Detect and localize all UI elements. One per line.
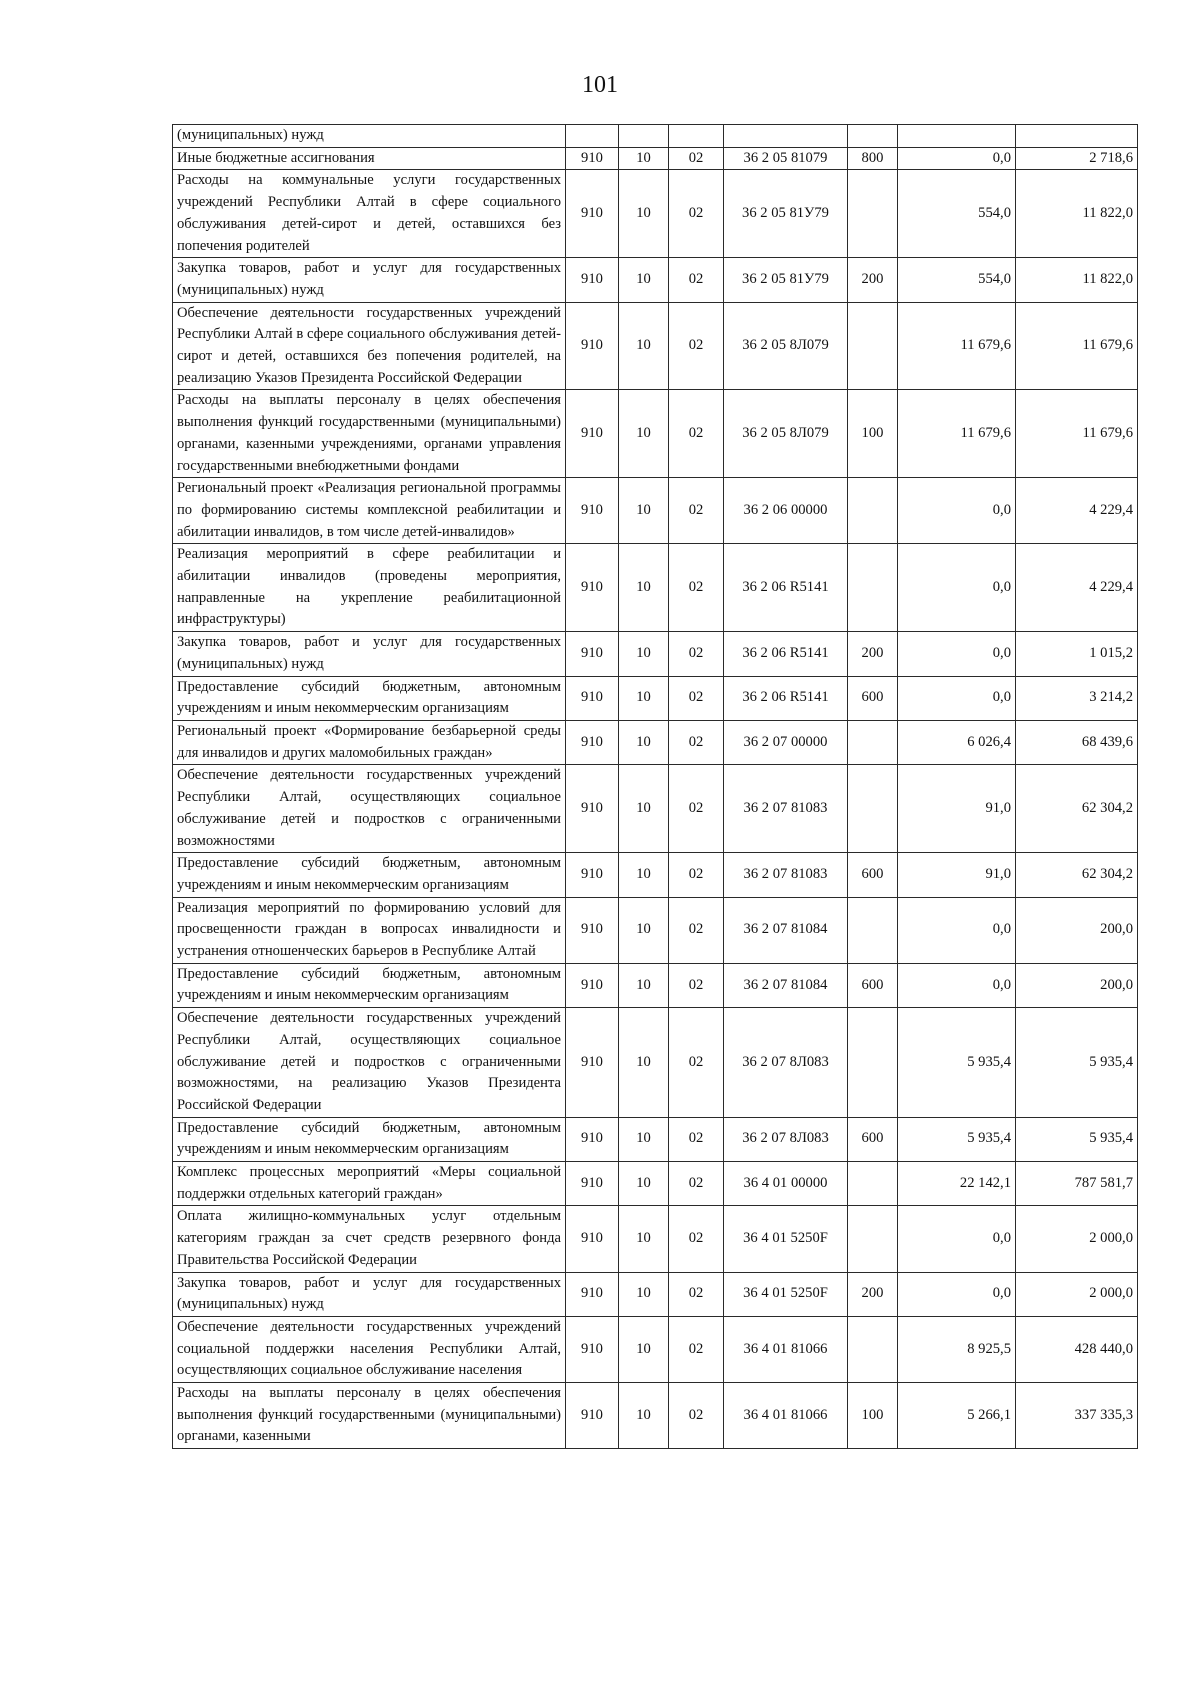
sum-first-cell: 0,0 (898, 676, 1016, 720)
subsection-code-cell: 02 (669, 765, 724, 853)
admin-code-cell: 910 (566, 390, 619, 478)
row-name-cell: Закупка товаров, работ и услуг для государственных (муниципальных) нужд (173, 1272, 566, 1316)
section-code-cell: 10 (619, 147, 669, 170)
row-name-cell: (муниципальных) нужд (173, 125, 566, 148)
target-article-cell: 36 2 05 8Л079 (724, 302, 848, 390)
target-article-cell: 36 2 07 81084 (724, 897, 848, 963)
row-name-cell: Реализация мероприятий в сфере реабилитации и абилитации инвалидов (проведены мероприятия, направленные на укрепление реабилитационной инфраструктуры) (173, 544, 566, 632)
table-row (173, 1206, 1138, 1272)
expense-type-cell (848, 478, 898, 544)
expense-type-cell: 100 (848, 1383, 898, 1449)
target-article-cell: 36 4 01 00000 (724, 1162, 848, 1206)
section-code-cell: 10 (619, 1162, 669, 1206)
expense-type-cell: 200 (848, 1272, 898, 1316)
row-name-cell: Предоставление субсидий бюджетным, автономным учреждениям и иным некоммерческим организациям (173, 963, 566, 1007)
target-article-cell: 36 2 07 81083 (724, 853, 848, 897)
section-code-cell: 10 (619, 1316, 669, 1382)
target-article-cell: 36 2 05 8Л079 (724, 390, 848, 478)
sum-first-cell: 0,0 (898, 147, 1016, 170)
sum-first-cell: 91,0 (898, 853, 1016, 897)
admin-code-cell: 910 (566, 1272, 619, 1316)
subsection-code-cell: 02 (669, 897, 724, 963)
sum-first-cell: 0,0 (898, 544, 1016, 632)
section-code-cell: 10 (619, 765, 669, 853)
table-row (173, 147, 1138, 170)
target-article-cell: 36 2 05 81У79 (724, 258, 848, 302)
table-row (173, 1117, 1138, 1161)
admin-code-cell: 910 (566, 632, 619, 676)
sum-first-cell: 22 142,1 (898, 1162, 1016, 1206)
target-article-cell: 36 2 07 00000 (724, 720, 848, 764)
target-article-cell: 36 2 06 R5141 (724, 544, 848, 632)
table-row (173, 1272, 1138, 1316)
admin-code-cell: 910 (566, 1383, 619, 1449)
section-code-cell: 10 (619, 897, 669, 963)
sum-first-cell: 5 935,4 (898, 1117, 1016, 1161)
admin-code-cell: 910 (566, 1316, 619, 1382)
sum-second-cell: 2 000,0 (1016, 1272, 1138, 1316)
sum-second-cell: 428 440,0 (1016, 1316, 1138, 1382)
table-row (173, 390, 1138, 478)
sum-first-cell: 0,0 (898, 1206, 1016, 1272)
section-code-cell: 10 (619, 720, 669, 764)
row-name-cell: Расходы на выплаты персоналу в целях обеспечения выполнения функций государственными (муниципальными) органами, казенными (173, 1383, 566, 1449)
row-name-cell: Комплекс процессных мероприятий «Меры социальной поддержки отдельных категорий граждан» (173, 1162, 566, 1206)
expense-type-cell (848, 897, 898, 963)
expense-type-cell: 200 (848, 258, 898, 302)
expense-type-cell: 800 (848, 147, 898, 170)
section-code-cell (619, 125, 669, 148)
target-article-cell: 36 4 01 5250F (724, 1272, 848, 1316)
subsection-code-cell: 02 (669, 544, 724, 632)
table-row (173, 302, 1138, 390)
expense-type-cell: 100 (848, 390, 898, 478)
section-code-cell: 10 (619, 1008, 669, 1118)
subsection-code-cell: 02 (669, 676, 724, 720)
target-article-cell: 36 2 07 81083 (724, 765, 848, 853)
target-article-cell: 36 2 07 8Л083 (724, 1008, 848, 1118)
sum-second-cell: 2 000,0 (1016, 1206, 1138, 1272)
target-article-cell: 36 2 07 8Л083 (724, 1117, 848, 1161)
table-row (173, 720, 1138, 764)
subsection-code-cell: 02 (669, 853, 724, 897)
section-code-cell: 10 (619, 302, 669, 390)
section-code-cell: 10 (619, 478, 669, 544)
admin-code-cell: 910 (566, 170, 619, 258)
section-code-cell: 10 (619, 853, 669, 897)
expense-type-cell (848, 1008, 898, 1118)
section-code-cell: 10 (619, 963, 669, 1007)
sum-first-cell: 554,0 (898, 170, 1016, 258)
target-article-cell: 36 2 05 81079 (724, 147, 848, 170)
table-row (173, 1008, 1138, 1118)
admin-code-cell: 910 (566, 1162, 619, 1206)
target-article-cell: 36 2 07 81084 (724, 963, 848, 1007)
subsection-code-cell: 02 (669, 1272, 724, 1316)
target-article-cell: 36 4 01 81066 (724, 1383, 848, 1449)
sum-second-cell: 4 229,4 (1016, 478, 1138, 544)
expense-type-cell (848, 544, 898, 632)
section-code-cell: 10 (619, 1117, 669, 1161)
row-name-cell: Реализация мероприятий по формированию условий для просвещенности граждан в вопросах инвалидности и устранения отношенческих барьеров в Республике Алтай (173, 897, 566, 963)
row-name-cell: Обеспечение деятельности государственных учреждений Республики Алтай, осуществляющих социальное обслуживание детей и подростков с ограниченными возможностями, на реализацию Указов Президента Российской Федерации (173, 1008, 566, 1118)
subsection-code-cell: 02 (669, 258, 724, 302)
row-name-cell: Региональный проект «Формирование безбарьерной среды для инвалидов и других маломобильных граждан» (173, 720, 566, 764)
admin-code-cell: 910 (566, 676, 619, 720)
target-article-cell: 36 4 01 81066 (724, 1316, 848, 1382)
admin-code-cell: 910 (566, 258, 619, 302)
row-name-cell: Предоставление субсидий бюджетным, автономным учреждениям и иным некоммерческим организациям (173, 853, 566, 897)
sum-second-cell: 62 304,2 (1016, 853, 1138, 897)
admin-code-cell: 910 (566, 544, 619, 632)
sum-first-cell: 5 266,1 (898, 1383, 1016, 1449)
subsection-code-cell: 02 (669, 1316, 724, 1382)
sum-first-cell: 6 026,4 (898, 720, 1016, 764)
table-row (173, 1383, 1138, 1449)
sum-second-cell: 200,0 (1016, 897, 1138, 963)
row-name-cell: Обеспечение деятельности государственных учреждений социальной поддержки населения Республики Алтай, осуществляющих социальное обслуживание населения (173, 1316, 566, 1382)
section-code-cell: 10 (619, 1383, 669, 1449)
table-row (173, 478, 1138, 544)
admin-code-cell: 910 (566, 897, 619, 963)
subsection-code-cell: 02 (669, 1162, 724, 1206)
sum-first-cell: 11 679,6 (898, 302, 1016, 390)
row-name-cell: Региональный проект «Реализация региональной программы по формированию системы комплексной реабилитации и абилитации инвалидов, в том числе детей-инвалидов» (173, 478, 566, 544)
sum-second-cell: 3 214,2 (1016, 676, 1138, 720)
table-row (173, 1162, 1138, 1206)
admin-code-cell: 910 (566, 478, 619, 544)
section-code-cell: 10 (619, 258, 669, 302)
page-number: 101 (582, 72, 618, 98)
row-name-cell: Расходы на коммунальные услуги государственных учреждений Республики Алтай в сфере социального обслуживания детей-сирот и детей, оставшихся без попечения родителей (173, 170, 566, 258)
subsection-code-cell (669, 125, 724, 148)
expense-type-cell: 600 (848, 676, 898, 720)
sum-first-cell: 0,0 (898, 897, 1016, 963)
subsection-code-cell: 02 (669, 1383, 724, 1449)
section-code-cell: 10 (619, 1206, 669, 1272)
section-code-cell: 10 (619, 1272, 669, 1316)
row-name-cell: Предоставление субсидий бюджетным, автономным учреждениям и иным некоммерческим организациям (173, 676, 566, 720)
sum-second-cell: 337 335,3 (1016, 1383, 1138, 1449)
expense-type-cell (848, 765, 898, 853)
budget-table (172, 124, 1138, 1449)
table-row (173, 963, 1138, 1007)
row-name-cell: Предоставление субсидий бюджетным, автономным учреждениям и иным некоммерческим организациям (173, 1117, 566, 1161)
admin-code-cell: 910 (566, 1008, 619, 1118)
sum-first-cell: 0,0 (898, 632, 1016, 676)
sum-second-cell: 11 822,0 (1016, 170, 1138, 258)
sum-second-cell: 11 679,6 (1016, 390, 1138, 478)
sum-second-cell: 1 015,2 (1016, 632, 1138, 676)
sum-second-cell: 62 304,2 (1016, 765, 1138, 853)
table-row (173, 676, 1138, 720)
expense-type-cell: 600 (848, 1117, 898, 1161)
table-row (173, 170, 1138, 258)
table-row (173, 125, 1138, 148)
sum-second-cell: 5 935,4 (1016, 1117, 1138, 1161)
sum-second-cell (1016, 125, 1138, 148)
row-name-cell: Оплата жилищно-коммунальных услуг отдельным категориям граждан за счет средств резервного фонда Правительства Российской Федерации (173, 1206, 566, 1272)
sum-second-cell: 787 581,7 (1016, 1162, 1138, 1206)
section-code-cell: 10 (619, 676, 669, 720)
expense-type-cell: 600 (848, 963, 898, 1007)
expense-type-cell (848, 1206, 898, 1272)
sum-first-cell: 0,0 (898, 478, 1016, 544)
expense-type-cell (848, 125, 898, 148)
row-name-cell: Обеспечение деятельности государственных учреждений Республики Алтай, осуществляющих социальное обслуживание детей и подростков с ограниченными возможностями (173, 765, 566, 853)
sum-first-cell: 0,0 (898, 1272, 1016, 1316)
table-row (173, 544, 1138, 632)
target-article-cell: 36 2 06 R5141 (724, 676, 848, 720)
row-name-cell: Расходы на выплаты персоналу в целях обеспечения выполнения функций государственными (муниципальными) органами, казенными учреждениями, органами управления государственными внебюджетными фондами (173, 390, 566, 478)
subsection-code-cell: 02 (669, 632, 724, 676)
admin-code-cell: 910 (566, 147, 619, 170)
section-code-cell: 10 (619, 170, 669, 258)
sum-first-cell: 0,0 (898, 963, 1016, 1007)
subsection-code-cell: 02 (669, 1008, 724, 1118)
section-code-cell: 10 (619, 544, 669, 632)
sum-first-cell: 5 935,4 (898, 1008, 1016, 1118)
row-name-cell: Иные бюджетные ассигнования (173, 147, 566, 170)
sum-first-cell: 8 925,5 (898, 1316, 1016, 1382)
admin-code-cell: 910 (566, 853, 619, 897)
admin-code-cell (566, 125, 619, 148)
table-row (173, 853, 1138, 897)
sum-first-cell: 554,0 (898, 258, 1016, 302)
sum-second-cell: 68 439,6 (1016, 720, 1138, 764)
sum-first-cell: 11 679,6 (898, 390, 1016, 478)
subsection-code-cell: 02 (669, 390, 724, 478)
table-row (173, 765, 1138, 853)
expense-type-cell (848, 720, 898, 764)
admin-code-cell: 910 (566, 720, 619, 764)
sum-second-cell: 11 822,0 (1016, 258, 1138, 302)
admin-code-cell: 910 (566, 765, 619, 853)
expense-type-cell: 200 (848, 632, 898, 676)
target-article-cell: 36 2 06 00000 (724, 478, 848, 544)
expense-type-cell (848, 302, 898, 390)
subsection-code-cell: 02 (669, 478, 724, 544)
expense-type-cell (848, 1316, 898, 1382)
table-row (173, 632, 1138, 676)
table-row (173, 258, 1138, 302)
subsection-code-cell: 02 (669, 1117, 724, 1161)
expense-type-cell (848, 1162, 898, 1206)
target-article-cell (724, 125, 848, 148)
subsection-code-cell: 02 (669, 170, 724, 258)
admin-code-cell: 910 (566, 1206, 619, 1272)
expense-type-cell (848, 170, 898, 258)
section-code-cell: 10 (619, 390, 669, 478)
row-name-cell: Обеспечение деятельности государственных учреждений Республики Алтай в сфере социального обслуживания детей-сирот и детей, оставшихся без попечения родителей, на реализацию Указов Президента Российской Федерации (173, 302, 566, 390)
sum-second-cell: 200,0 (1016, 963, 1138, 1007)
table-row (173, 1316, 1138, 1382)
subsection-code-cell: 02 (669, 720, 724, 764)
sum-first-cell: 91,0 (898, 765, 1016, 853)
expense-type-cell: 600 (848, 853, 898, 897)
sum-second-cell: 11 679,6 (1016, 302, 1138, 390)
subsection-code-cell: 02 (669, 302, 724, 390)
admin-code-cell: 910 (566, 302, 619, 390)
table-row (173, 897, 1138, 963)
subsection-code-cell: 02 (669, 147, 724, 170)
admin-code-cell: 910 (566, 963, 619, 1007)
admin-code-cell: 910 (566, 1117, 619, 1161)
table-body (173, 125, 1138, 1449)
row-name-cell: Закупка товаров, работ и услуг для государственных (муниципальных) нужд (173, 632, 566, 676)
target-article-cell: 36 4 01 5250F (724, 1206, 848, 1272)
target-article-cell: 36 2 05 81У79 (724, 170, 848, 258)
target-article-cell: 36 2 06 R5141 (724, 632, 848, 676)
sum-first-cell (898, 125, 1016, 148)
sum-second-cell: 4 229,4 (1016, 544, 1138, 632)
subsection-code-cell: 02 (669, 963, 724, 1007)
section-code-cell: 10 (619, 632, 669, 676)
row-name-cell: Закупка товаров, работ и услуг для государственных (муниципальных) нужд (173, 258, 566, 302)
subsection-code-cell: 02 (669, 1206, 724, 1272)
sum-second-cell: 2 718,6 (1016, 147, 1138, 170)
sum-second-cell: 5 935,4 (1016, 1008, 1138, 1118)
